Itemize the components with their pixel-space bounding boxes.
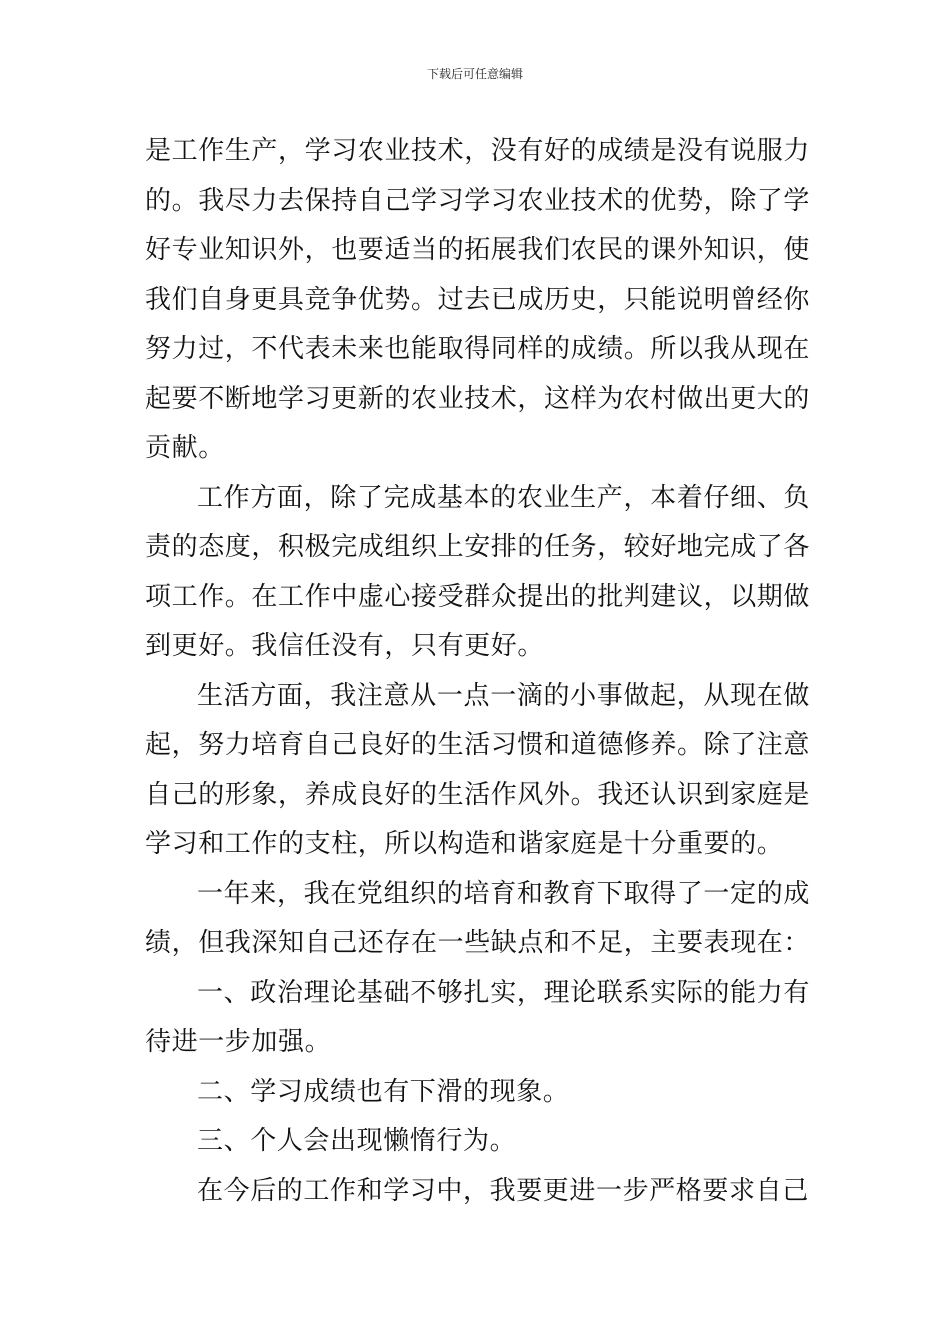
paragraph-future: 在今后的工作和学习中，我要更进一步严格要求自己 [197, 1175, 809, 1206]
paragraph-shortcoming-1: 一、政治理论基础不够扎实，理论联系实际的能力有待进一步加强。 [145, 977, 810, 1057]
paragraph-shortcoming-3: 三、个人会出现懒惰行为。 [197, 1126, 517, 1156]
paragraph-shortcoming-2: 二、学习成绩也有下滑的现象。 [197, 1076, 570, 1107]
page-header-note: 下载后可任意编辑 [426, 67, 523, 81]
paragraph-life: 生活方面，我注意从一点一滴的小事做起，从现在做起，努力培育自己良好的生活习惯和道德修养。除了注意自己的形象，养成良好的生活作风外。我还认识到家庭是学习和工作的支柱，所以构造和谐家庭是十分重要的。 [145, 680, 811, 859]
paragraph-work: 工作方面，除了完成基本的农业生产，本着仔细、负责的态度，积极完成组织上安排的任务，较好地完成了各项工作。在工作中虚心接受群众提出的批判建议，以期做到更好。我信任没有，只有更好。 [145, 482, 811, 661]
paragraph-study-continuation: 是工作生产，学习农业技术，没有好的成绩是没有说服力的。我尽力去保持自己学习学习农业技术的优势，除了学好专业知识外，也要适当的拓展我们农民的课外知识，使我们自身更具竞争优势。过去已成历史，只能说明曾经你努力过，不代表未来也能取得同样的成绩。所以我从现在起要不断地学习更新的农业技术，这样为农村做出更大的贡献。 [145, 136, 811, 463]
document-body [145, 127, 810, 1216]
paragraph-summary: 一年来，我在党组织的培育和教育下取得了一定的成绩，但我深知自己还存在一些缺点和不足，主要表现在： [145, 878, 811, 958]
